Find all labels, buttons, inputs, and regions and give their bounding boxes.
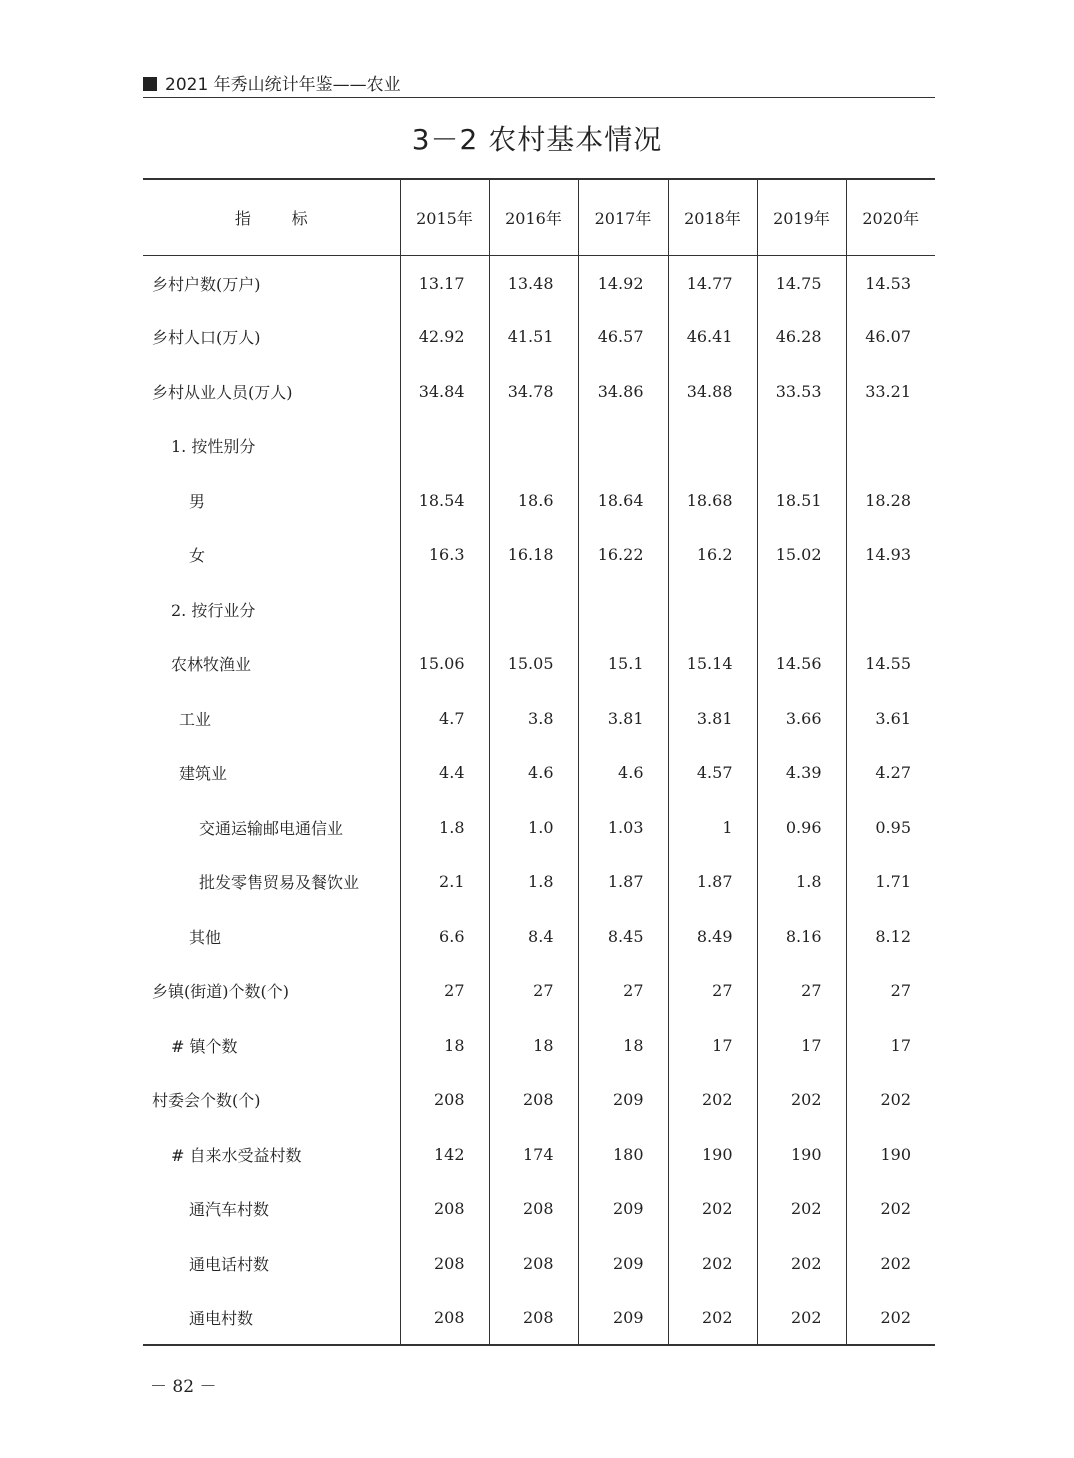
row-label: 通电话村数 bbox=[189, 1254, 270, 1274]
table-row bbox=[143, 637, 935, 692]
row-label: 通电村数 bbox=[143, 1291, 400, 1346]
table-cell bbox=[400, 582, 489, 637]
row-label: 男 bbox=[189, 491, 206, 511]
table-body bbox=[143, 255, 935, 1345]
table-row bbox=[143, 1018, 935, 1073]
table-cell: 18.68 bbox=[668, 473, 757, 528]
table-cell: 1.03 bbox=[578, 800, 668, 855]
row-label: 2. 按行业分 bbox=[171, 600, 256, 620]
table-cell: 174 bbox=[489, 1127, 578, 1182]
running-header bbox=[143, 70, 935, 98]
table-cell: 46.41 bbox=[668, 310, 757, 365]
table-row bbox=[143, 1236, 935, 1291]
table-cell bbox=[668, 582, 757, 637]
table-cell: 42.92 bbox=[400, 310, 489, 365]
table-cell: 3.66 bbox=[757, 691, 846, 746]
table-cell: 33.53 bbox=[757, 364, 846, 419]
table-cell: 27 bbox=[846, 964, 935, 1019]
table-cell bbox=[578, 419, 668, 474]
table-cell: 4.6 bbox=[578, 746, 668, 801]
table-cell: 202 bbox=[846, 1236, 935, 1291]
table-cell: 209 bbox=[578, 1182, 668, 1237]
table-cell bbox=[757, 582, 846, 637]
column-header-year: 2016年 bbox=[489, 179, 578, 255]
table-cell: 202 bbox=[757, 1073, 846, 1128]
header-text: 2021 年秀山统计年鉴——农业 bbox=[165, 75, 401, 95]
table-row bbox=[143, 1291, 935, 1346]
row-label: # 镇个数 bbox=[171, 1036, 238, 1056]
table-cell: 27 bbox=[757, 964, 846, 1019]
table-cell: 4.7 bbox=[400, 691, 489, 746]
table-row bbox=[143, 746, 935, 801]
table-cell: 4.27 bbox=[846, 746, 935, 801]
table-row bbox=[143, 800, 935, 855]
table-cell: 202 bbox=[757, 1182, 846, 1237]
table-cell: 142 bbox=[400, 1127, 489, 1182]
column-header-year: 2019年 bbox=[757, 179, 846, 255]
table-cell bbox=[846, 419, 935, 474]
row-label: # 自来水受益村数 bbox=[171, 1145, 302, 1165]
table-title: 3－2 农村基本情况 bbox=[411, 123, 663, 156]
table-row bbox=[143, 255, 935, 310]
table-cell: 202 bbox=[846, 1182, 935, 1237]
table-cell: 1.8 bbox=[400, 800, 489, 855]
table-cell: 3.8 bbox=[489, 691, 578, 746]
table-cell: 18 bbox=[578, 1018, 668, 1073]
table-cell: 190 bbox=[668, 1127, 757, 1182]
table-cell: 8.12 bbox=[846, 909, 935, 964]
column-header-year: 2018年 bbox=[668, 179, 757, 255]
table-cell: 15.02 bbox=[757, 528, 846, 583]
table-cell: 3.61 bbox=[846, 691, 935, 746]
table-cell: 14.53 bbox=[846, 255, 935, 310]
row-label: 通汽车村数 bbox=[189, 1200, 270, 1220]
table-cell: 15.14 bbox=[668, 637, 757, 692]
table-row bbox=[143, 1073, 935, 1128]
table-row bbox=[143, 582, 935, 637]
table-cell: 14.55 bbox=[846, 637, 935, 692]
table-cell: 33.21 bbox=[846, 364, 935, 419]
table-cell: 1.87 bbox=[668, 855, 757, 910]
table-cell: 6.6 bbox=[400, 909, 489, 964]
table-row bbox=[143, 310, 935, 365]
table-cell: 208 bbox=[400, 1182, 489, 1237]
table-cell: 8.45 bbox=[578, 909, 668, 964]
table-cell: 13.48 bbox=[489, 255, 578, 310]
table-cell: 202 bbox=[846, 1073, 935, 1128]
table-cell: 14.56 bbox=[757, 637, 846, 692]
row-label: 交通运输邮电通信业 bbox=[199, 818, 344, 838]
row-label: 农林牧渔业 bbox=[171, 655, 252, 675]
row-label: 乡镇(街道)个数(个) bbox=[152, 982, 289, 1002]
table-cell: 1.8 bbox=[757, 855, 846, 910]
table-cell: 4.4 bbox=[400, 746, 489, 801]
table-cell: 46.57 bbox=[578, 310, 668, 365]
table-cell: 202 bbox=[757, 1236, 846, 1291]
table-cell: 1.71 bbox=[846, 855, 935, 910]
table-row bbox=[143, 419, 935, 474]
table-cell: 46.07 bbox=[846, 310, 935, 365]
table-cell: 16.3 bbox=[400, 528, 489, 583]
table-row bbox=[143, 473, 935, 528]
table-cell: 18.6 bbox=[489, 473, 578, 528]
row-label: 乡村户数(万户) bbox=[152, 275, 261, 294]
table-row bbox=[143, 1182, 935, 1237]
table-row bbox=[143, 528, 935, 583]
table-cell: 3.81 bbox=[578, 691, 668, 746]
table-cell: 18 bbox=[400, 1018, 489, 1073]
table-cell: 34.86 bbox=[578, 364, 668, 419]
table-cell: 202 bbox=[668, 1236, 757, 1291]
row-label: 批发零售贸易及餐饮业 bbox=[199, 873, 360, 893]
table-cell: 14.92 bbox=[578, 255, 668, 310]
table-cell: 208 bbox=[400, 1073, 489, 1128]
table-cell: 0.96 bbox=[757, 800, 846, 855]
table-cell: 0.95 bbox=[846, 800, 935, 855]
table-cell: 17 bbox=[757, 1018, 846, 1073]
column-header-year: 2015年 bbox=[400, 179, 489, 255]
table-cell: 41.51 bbox=[489, 310, 578, 365]
table-cell bbox=[400, 419, 489, 474]
table-cell: 16.18 bbox=[489, 528, 578, 583]
table-cell: 27 bbox=[578, 964, 668, 1019]
table-cell: 190 bbox=[757, 1127, 846, 1182]
row-label: 乡村人口(万人) bbox=[152, 328, 261, 348]
table-cell: 208 bbox=[489, 1291, 578, 1346]
table-cell: 2.1 bbox=[400, 855, 489, 910]
table-row bbox=[143, 964, 935, 1019]
table-cell: 4.6 bbox=[489, 746, 578, 801]
table-cell: 18.51 bbox=[757, 473, 846, 528]
table-cell bbox=[668, 419, 757, 474]
table-cell: 4.39 bbox=[757, 746, 846, 801]
table-cell: 180 bbox=[578, 1127, 668, 1182]
table-cell: 208 bbox=[400, 1236, 489, 1291]
table-cell: 202 bbox=[757, 1291, 846, 1346]
table-cell: 46.28 bbox=[757, 310, 846, 365]
table-cell bbox=[578, 582, 668, 637]
page-number: － 82 － bbox=[150, 1377, 217, 1397]
row-label: 女 bbox=[189, 546, 206, 566]
table-cell: 27 bbox=[489, 964, 578, 1019]
table-cell: 15.06 bbox=[400, 637, 489, 692]
table-cell: 1 bbox=[668, 800, 757, 855]
table-header-row bbox=[143, 179, 935, 255]
table-cell: 8.49 bbox=[668, 909, 757, 964]
table-cell: 1.0 bbox=[489, 800, 578, 855]
table-cell: 208 bbox=[489, 1073, 578, 1128]
table-cell bbox=[489, 582, 578, 637]
table-cell: 27 bbox=[668, 964, 757, 1019]
table-cell: 18.28 bbox=[846, 473, 935, 528]
column-header-year: 2020年 bbox=[846, 179, 935, 255]
table-cell: 14.77 bbox=[668, 255, 757, 310]
table-cell: 34.88 bbox=[668, 364, 757, 419]
table-cell: 209 bbox=[578, 1291, 668, 1346]
square-bullet-icon bbox=[143, 77, 157, 91]
table-cell bbox=[757, 419, 846, 474]
table-cell: 8.16 bbox=[757, 909, 846, 964]
table-cell: 208 bbox=[400, 1291, 489, 1346]
table-row bbox=[143, 855, 935, 910]
table-cell: 13.17 bbox=[400, 255, 489, 310]
table-cell: 202 bbox=[668, 1073, 757, 1128]
column-header-indicator: 指 标 bbox=[143, 179, 400, 255]
table-cell: 18 bbox=[489, 1018, 578, 1073]
table-cell: 14.93 bbox=[846, 528, 935, 583]
table-cell: 202 bbox=[846, 1291, 935, 1346]
table-cell: 16.22 bbox=[578, 528, 668, 583]
table-cell: 3.81 bbox=[668, 691, 757, 746]
table-cell: 209 bbox=[578, 1073, 668, 1128]
table-cell: 18.54 bbox=[400, 473, 489, 528]
table-cell: 18.64 bbox=[578, 473, 668, 528]
row-label: 村委会个数(个) bbox=[152, 1091, 261, 1111]
table-cell: 15.05 bbox=[489, 637, 578, 692]
table-cell: 208 bbox=[489, 1182, 578, 1237]
table-cell: 202 bbox=[668, 1182, 757, 1237]
table-row bbox=[143, 1127, 935, 1182]
table-cell: 34.78 bbox=[489, 364, 578, 419]
row-label: 其他 bbox=[189, 927, 222, 947]
table-cell: 16.2 bbox=[668, 528, 757, 583]
row-label: 1. 按性别分 bbox=[171, 437, 256, 457]
column-header-year: 2017年 bbox=[578, 179, 668, 255]
row-label: 工业 bbox=[179, 709, 212, 729]
table-row bbox=[143, 691, 935, 746]
table-row bbox=[143, 364, 935, 419]
table-cell: 1.8 bbox=[489, 855, 578, 910]
table-cell bbox=[846, 582, 935, 637]
table-cell: 14.75 bbox=[757, 255, 846, 310]
table-row bbox=[143, 909, 935, 964]
table-cell: 27 bbox=[400, 964, 489, 1019]
table-cell: 1.87 bbox=[578, 855, 668, 910]
table-cell: 190 bbox=[846, 1127, 935, 1182]
table-cell: 34.84 bbox=[400, 364, 489, 419]
table-cell: 17 bbox=[846, 1018, 935, 1073]
table-cell: 4.57 bbox=[668, 746, 757, 801]
table-cell: 15.1 bbox=[578, 637, 668, 692]
rural-statistics-table bbox=[143, 178, 935, 1346]
table-cell: 208 bbox=[489, 1236, 578, 1291]
table-cell: 209 bbox=[578, 1236, 668, 1291]
row-label: 乡村从业人员(万人) bbox=[152, 382, 293, 402]
row-label: 建筑业 bbox=[179, 764, 228, 784]
table-cell: 17 bbox=[668, 1018, 757, 1073]
table-cell: 8.4 bbox=[489, 909, 578, 964]
table-cell: 202 bbox=[668, 1291, 757, 1346]
table-cell bbox=[489, 419, 578, 474]
